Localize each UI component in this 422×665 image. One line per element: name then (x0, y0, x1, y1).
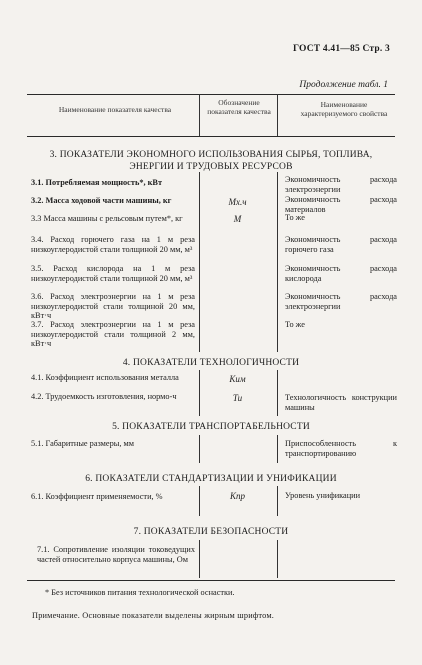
row-3-6-property: Экономичность расхода электроэнергии (285, 292, 397, 311)
section-3-divider-1 (199, 172, 200, 352)
row-3-4-name: 3.4. Расход горючего газа на 1 м реза низкоуглеродистой стали толщиной 20 мм, м³ (31, 235, 195, 254)
section-title-5: 5. ПОКАЗАТЕЛИ ТРАНСПОРТАБЕЛЬНОСТИ (112, 422, 310, 432)
row-3-3-name: 3.3 Масса машины с рельсовым путем*, кг (31, 214, 183, 223)
row-3-2-property: Экономичность расхода материалов (285, 195, 397, 214)
section-7-divider-2 (277, 540, 278, 578)
row-3-1-name: 3.1. Потребляемая мощность*, кВт (31, 178, 163, 187)
section-title-3: 3. ПОКАЗАТЕЛИ ЭКОНОМНОГО ИСПОЛЬЗОВАНИЯ СЫРЬЯ, ТОПЛИВА, ЭНЕРГИИ И ТРУДОВЫХ РЕСУРСОВ (49, 150, 373, 172)
section-5-divider-1 (199, 435, 200, 463)
section-5-divider-2 (277, 435, 278, 463)
section-title-4: 4. ПОКАЗАТЕЛИ ТЕХНОЛОГИЧНОСТИ (122, 358, 300, 368)
row-4-1-name: 4.1. Коэффициент использования металла (31, 373, 179, 382)
table-top-rule (27, 94, 395, 95)
row-3-3-designation: М (233, 214, 242, 224)
section-4-divider-1 (199, 370, 200, 416)
row-6-1-name: 6.1. Коэффициент применяемости, % (31, 492, 163, 501)
row-3-2-name: 3.2. Масса ходовой части машины, кг (31, 196, 172, 205)
header-divider-1 (199, 94, 200, 136)
table-bottom-rule (27, 580, 395, 581)
row-6-1-designation: Кпр (230, 491, 245, 501)
section-title-6: 6. ПОКАЗАТЕЛИ СТАНДАРТИЗАЦИИ И УНИФИКАЦИИ (85, 474, 337, 484)
row-3-6-name: 3.6. Расход электроэнергии на 1 м реза низкоуглеродистой стали толщиной 20 мм, кВт·ч (31, 292, 195, 321)
row-5-1-property: Приспособленность к транспортированию (285, 439, 397, 458)
row-4-2-designation: Ти (232, 393, 243, 403)
row-4-2-name: 4.2. Трудоемкость изготовления, нормо-ч (31, 392, 177, 401)
row-7-1-name: 7.1. Сопротивление изоляции токоведущих частей относительно корпуса машины, Ом (37, 545, 195, 564)
table-continuation-label: Продолжение табл. 1 (299, 80, 388, 90)
section-6-divider-1 (199, 486, 200, 516)
note: Примечание. Основные показатели выделены жирным шрифтом. (32, 611, 275, 620)
row-5-1-name: 5.1. Габаритные размеры, мм (31, 439, 134, 448)
header-divider-2 (277, 94, 278, 136)
row-3-5-name: 3.5. Расход кислорода на 1 м реза низкоуглеродистой стали толщиной 20 мм, м³ (31, 264, 195, 283)
col-header-property: Наименование характеризуемого свойства (300, 100, 388, 118)
row-3-3-property: То же (285, 213, 305, 222)
row-3-7-name: 3.7. Расход электроэнергии на 1 м реза низкоуглеродистой стали толщиной 2 мм, кВт·ч (31, 320, 195, 349)
col-header-designation: Обозначение показателя качества (207, 98, 271, 116)
section-3-divider-2 (277, 172, 278, 352)
row-3-4-property: Экономичность расхода горючего газа (285, 235, 397, 254)
row-6-1-property: Уровень унификации (285, 491, 361, 500)
page-header: ГОСТ 4.41—85 Стр. 3 (293, 44, 390, 54)
section-title-7: 7. ПОКАЗАТЕЛИ БЕЗОПАСНОСТИ (133, 527, 289, 537)
table-header-rule (27, 136, 395, 137)
footnote: * Без источников питания технологической оснастки. (45, 588, 235, 597)
row-4-1-designation: Ким (229, 374, 246, 384)
row-3-5-property: Экономичность расхода кислорода (285, 264, 397, 283)
section-4-divider-2 (277, 370, 278, 416)
row-3-1-property: Экономичность расхода электроэнергии (285, 175, 397, 194)
section-7-divider-1 (199, 540, 200, 578)
col-header-name: Наименование показателя качества (58, 105, 172, 114)
section-6-divider-2 (277, 486, 278, 516)
row-3-2-designation: Мх.ч (228, 197, 247, 207)
row-4-2-property: Технологичность конструкции машины (285, 393, 397, 412)
row-3-7-property: То же (285, 320, 305, 329)
